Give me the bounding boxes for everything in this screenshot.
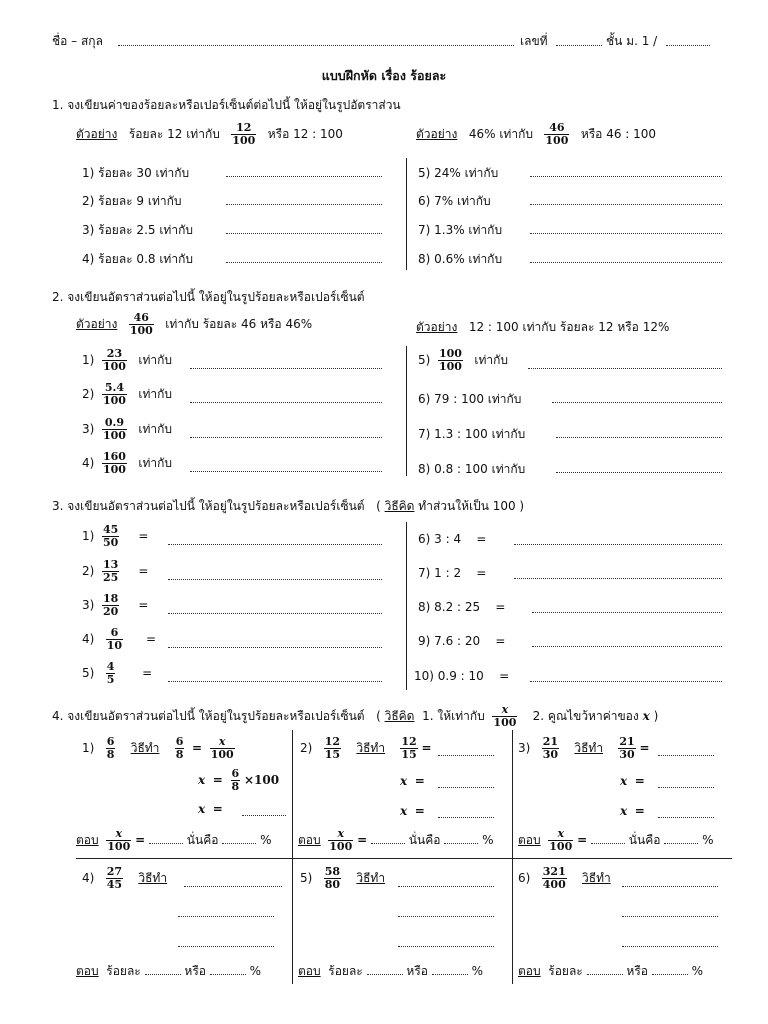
answer-line[interactable]: [398, 876, 494, 887]
name-label: ชื่อ – สกุล: [52, 34, 103, 48]
example-label: ตัวอย่าง: [76, 317, 118, 331]
answer-line[interactable]: [226, 194, 382, 205]
answer-line[interactable]: [530, 252, 722, 263]
answer-line[interactable]: [190, 427, 382, 438]
answer-line[interactable]: [178, 906, 274, 917]
s4-problem-1: 1) $\frac{6}{8}$ วิธีทำ $\frac{6}{8}$ = $\frac{x}{100}$: [82, 735, 234, 761]
number-label: เลขที่: [520, 34, 548, 48]
example-label: ตัวอย่าง: [76, 127, 118, 141]
answer-line[interactable]: [556, 427, 722, 438]
answer-line[interactable]: [658, 807, 714, 818]
s2-item: 8) 0.8 : 100 เท่ากับ: [418, 462, 526, 476]
s4-heading: 4. จงเขียนอัตราส่วนต่อไปนี้ ให้อยู่ในรูปร้อยละหรือเปอร์เซ็นต์ ( วิธีคิด 1. ให้เท่ากับ $\frac{x}{100}$ 2. คูณไขว้หาค่าของ x ): [52, 703, 659, 729]
answer-line[interactable]: [514, 568, 722, 579]
answer-line[interactable]: [190, 392, 382, 403]
answer-line[interactable]: [178, 936, 274, 947]
answer-line[interactable]: [190, 461, 382, 472]
answer-line[interactable]: [398, 936, 494, 947]
answer-line[interactable]: [168, 603, 382, 614]
s2-item: 5) $\frac{100}{100}$ เท่ากับ: [418, 347, 509, 373]
s4-step: x =: [400, 774, 425, 788]
answer-line[interactable]: [168, 671, 382, 682]
example-text: เท่ากับ ร้อยละ 46 หรือ 46%: [165, 317, 313, 331]
example-text: ร้อยละ 12 เท่ากับ: [128, 127, 220, 141]
s3-item: 4) $\frac{6}{10}$ =: [82, 626, 157, 652]
answer-line[interactable]: [658, 777, 714, 788]
answer-line[interactable]: [532, 602, 722, 613]
s4-row-divider: [76, 858, 732, 859]
answer-line[interactable]: [438, 745, 494, 756]
answer-line[interactable]: [530, 166, 722, 177]
answer-line[interactable]: [168, 534, 382, 545]
s2-item: 2) $\frac{5.4}{100}$ เท่ากับ: [82, 381, 173, 407]
answer-line[interactable]: [532, 636, 722, 647]
answer-line[interactable]: [530, 671, 722, 682]
s2-divider: [406, 346, 407, 476]
s3-item: 6) 3 : 4 =: [418, 532, 487, 546]
s2-item: 4) $\frac{160}{100}$ เท่ากับ: [82, 450, 173, 476]
example-text: หรือ 12 : 100: [267, 127, 343, 141]
answer-line[interactable]: [556, 462, 722, 473]
s1-item: 1) ร้อยละ 30 เท่ากับ: [82, 166, 190, 180]
s2-item: 3) $\frac{0.9}{100}$ เท่ากับ: [82, 416, 173, 442]
s1-item: 3) ร้อยละ 2.5 เท่ากับ: [82, 223, 193, 237]
s4-problem-5: 5) $\frac{58}{80}$ วิธีทำ: [300, 865, 386, 891]
s2-example-1: [76, 312, 312, 337]
answer-line[interactable]: [658, 745, 714, 756]
answer-line[interactable]: [184, 876, 282, 887]
s2-example-2: [416, 318, 669, 337]
example-text: หรือ 46 : 100: [580, 127, 657, 141]
s1-item: 2) ร้อยละ 9 เท่ากับ: [82, 194, 182, 208]
s3-item: 8) 8.2 : 25 =: [418, 600, 506, 614]
s3-divider: [406, 522, 407, 690]
class-label: ชั้น ม. 1 /: [606, 34, 658, 48]
class-field[interactable]: [666, 35, 710, 46]
fraction: $\frac{12}{100}$: [232, 121, 256, 147]
s3-item: 10) 0.9 : 10 =: [414, 669, 510, 683]
name-field[interactable]: [118, 35, 514, 46]
s3-item: 2) $\frac{13}{25}$ =: [82, 558, 149, 584]
s2-item: 6) 79 : 100 เท่ากับ: [418, 392, 522, 406]
answer-line[interactable]: [438, 777, 494, 788]
s2-item: 1) $\frac{23}{100}$ เท่ากับ: [82, 347, 173, 373]
answer-line[interactable]: [226, 223, 382, 234]
s3-item: 1) $\frac{45}{50}$ =: [82, 523, 149, 549]
s1-item: 7) 1.3% เท่ากับ: [418, 223, 503, 237]
s4-problem-3: 3) $\frac{21}{30}$ วิธีทำ $\frac{21}{30}$ =: [518, 735, 650, 761]
answer-line[interactable]: [190, 358, 382, 369]
answer-line[interactable]: [528, 358, 722, 369]
answer-line[interactable]: [438, 807, 494, 818]
s1-item: 6) 7% เท่ากับ: [418, 194, 491, 208]
answer-line[interactable]: [226, 252, 382, 263]
s4-problem-2: 2) $\frac{12}{15}$ วิธีทำ $\frac{12}{15}$ =: [300, 735, 432, 761]
answer-line[interactable]: [552, 392, 722, 403]
answer-line[interactable]: [226, 166, 382, 177]
s3-item: 9) 7.6 : 20 =: [418, 634, 506, 648]
s3-heading: 3. จงเขียนอัตราส่วนต่อไปนี้ ให้อยู่ในรูปร้อยละหรือเปอร์เซ็นต์ ( วิธีคิด ทำส่วนให้เป็น 100 ): [52, 499, 525, 513]
s1-example-2: [416, 122, 656, 147]
example-text: 12 : 100 เท่ากับ ร้อยละ 12 หรือ 12%: [468, 320, 670, 334]
s4-step: x =: [620, 774, 645, 788]
s4-step: x =: [400, 804, 425, 818]
s1-divider: [406, 158, 407, 270]
answer-line[interactable]: [530, 223, 722, 234]
answer-line[interactable]: [514, 534, 722, 545]
s4-answer-2: ตอบ $\frac{x}{100}$ = นั่นคือ %: [298, 827, 494, 853]
s1-example-1: [76, 122, 343, 147]
page-title: แบบฝึกหัด เรื่อง ร้อยละ: [321, 68, 447, 83]
s4-problem-6: 6) $\frac{321}{400}$ วิธีทำ: [518, 865, 611, 891]
s4-answer-1: ตอบ $\frac{x}{100}$ = นั่นคือ %: [76, 827, 272, 853]
s4-step: x =: [198, 802, 223, 816]
s3-item: 5) $\frac{4}{5}$ =: [82, 660, 153, 686]
hint-label: วิธีคิด: [384, 499, 415, 513]
s3-item: 3) $\frac{18}{20}$ =: [82, 592, 149, 618]
s2-item: 7) 1.3 : 100 เท่ากับ: [418, 427, 526, 441]
s4-step: x = $\frac{6}{8}$ ×100: [198, 767, 280, 793]
example-text: 46% เท่ากับ: [468, 127, 533, 141]
s4-answer-6: ตอบ ร้อยละ หรือ %: [518, 964, 704, 978]
s1-item: 5) 24% เท่ากับ: [418, 166, 499, 180]
s4-step: x =: [620, 804, 645, 818]
s4-col-divider: [512, 730, 513, 984]
s4-answer-5: ตอบ ร้อยละ หรือ %: [298, 964, 484, 978]
s2-heading: 2. จงเขียนอัตราส่วนต่อไปนี้ ให้อยู่ในรูปร้อยละหรือเปอร์เซ็นต์: [52, 290, 365, 304]
s4-answer-3: ตอบ $\frac{x}{100}$ = นั่นคือ %: [518, 827, 714, 853]
answer-line[interactable]: [398, 906, 494, 917]
s3-item: 7) 1 : 2 =: [418, 566, 487, 580]
hint-label: วิธีคิด: [384, 709, 415, 723]
s1-heading: 1. จงเขียนค่าของร้อยละหรือเปอร์เซ็นต์ต่อไปนี้ ให้อยู่ในรูปอัตราส่วน: [52, 98, 401, 112]
answer-line[interactable]: [530, 194, 722, 205]
example-label: ตัวอย่าง: [416, 127, 458, 141]
s1-item: 8) 0.6% เท่ากับ: [418, 252, 503, 266]
answer-line[interactable]: [168, 569, 382, 580]
answer-line[interactable]: [622, 906, 718, 917]
s4-col-divider: [292, 730, 293, 984]
number-field[interactable]: [556, 35, 602, 46]
answer-line[interactable]: [168, 637, 382, 648]
s4-problem-4: 4) $\frac{27}{45}$ วิธีทำ: [82, 865, 168, 891]
fraction: $\frac{46}{100}$: [129, 311, 153, 337]
fraction: $\frac{46}{100}$: [545, 121, 569, 147]
answer-line[interactable]: [622, 876, 718, 887]
s1-item: 4) ร้อยละ 0.8 เท่ากับ: [82, 252, 193, 266]
s4-answer-4: ตอบ ร้อยละ หรือ %: [76, 964, 262, 978]
example-label: ตัวอย่าง: [416, 320, 458, 334]
answer-line[interactable]: [242, 805, 286, 816]
answer-line[interactable]: [622, 936, 718, 947]
